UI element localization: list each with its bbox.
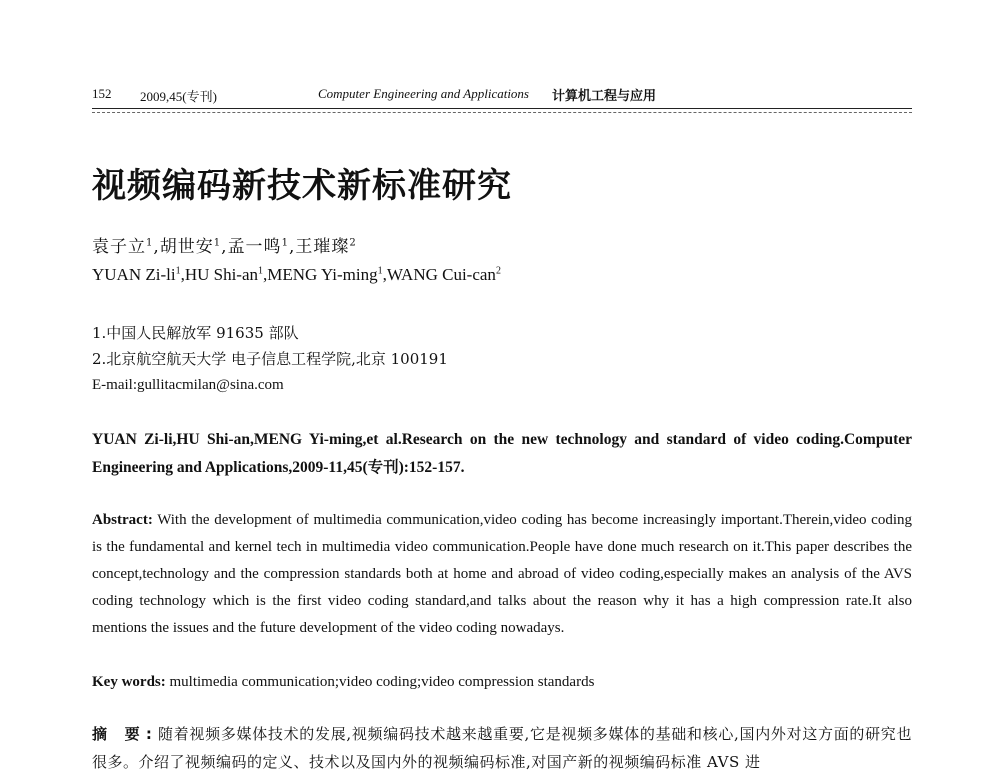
abstract-label: Abstract: xyxy=(92,512,153,528)
affiliation-marker: 2 xyxy=(349,237,357,249)
header-rule-secondary xyxy=(92,112,912,113)
affiliation-marker: 2 xyxy=(495,265,501,277)
author-name: YUAN Zi-li xyxy=(92,265,176,284)
affiliation-marker: 1 xyxy=(175,265,181,277)
author-name: 胡世安 xyxy=(159,237,214,257)
affiliation-2: 2.北京航空航天大学 电子信息工程学院,北京 100191 xyxy=(92,350,448,368)
abstract-cn-text: 随着视频多媒体技术的发展,视频编码技术越来越重要,它是视频多媒体的基础和核心,国内外对这方面的研究也很多。介绍了视频编码的定义、技术以及国内外的视频编码标准,对国产新的视频编码标准 AVS 进 xyxy=(92,725,912,771)
author-name: WANG Cui-can xyxy=(386,265,496,284)
author-name: 王璀璨 xyxy=(295,237,350,257)
abstract-en xyxy=(92,507,912,642)
volume-issue: 2009,45(专刊) xyxy=(140,89,217,104)
journal-name-en: Computer Engineering and Applications xyxy=(318,86,529,101)
keywords-text: multimedia communication;video coding;video compression standards xyxy=(169,674,595,690)
authors-english: YUAN $Zi-li^1,HU$ Shi-$an^1,MENG$ Yi-ming$^1$,WANG Cui-can$^2$ xyxy=(92,265,501,284)
contact-email[interactable]: E-mail:gullitacmilan@sina.com xyxy=(92,377,284,393)
author-name: 袁子立 xyxy=(92,237,146,257)
affiliation-marker: 1 xyxy=(146,237,154,249)
header-rule xyxy=(92,108,912,109)
keywords-en xyxy=(92,669,912,696)
abstract-cn-label: 摘 要: xyxy=(92,725,158,743)
author-name: 孟一鸣 xyxy=(227,237,282,257)
running-header xyxy=(92,86,912,108)
affiliation-marker: 1 xyxy=(213,237,222,249)
author-name: MENG Yi-ming xyxy=(267,265,378,284)
affiliation-marker: 1 xyxy=(258,265,264,277)
affiliation-marker: 1 xyxy=(377,265,383,277)
paper-title: 视频编码新技术新标准研究 xyxy=(92,166,512,206)
abstract-text: With the development of multimedia communication,video coding has become increasingly important.Therein,video coding is the fundamental and kernel tech in multimedia video communication.People have done much research on it.This paper describes the concept,technology and the compression standards both at home and abroad of video coding,especially makes an analysis of the AVS coding technology which is the first video coding standard,and talks about the reason why it has a high compression rate.It also mentions the issues and the future development of the video coding nowadays. xyxy=(92,512,912,636)
affiliation-1: 1.中国人民解放军 91635 部队 xyxy=(92,324,299,342)
keywords-label: Key words: xyxy=(92,674,166,690)
affiliations xyxy=(92,320,448,398)
authors-chinese: 袁子立$^1$,胡世安$^1$,孟一鸣$^1$,王璀璨$^2$ xyxy=(92,237,357,257)
page-number: 152 xyxy=(92,86,112,101)
citation-reference: YUAN Zi-li,HU Shi-an,MENG Yi-ming,et al.Research on the new technology and standard of video coding.Computer Engineering and Applications,2009-11,45(专刊):152-157. xyxy=(92,431,912,476)
abstract-cn xyxy=(92,720,912,776)
author-name: HU Shi-an xyxy=(184,265,259,284)
affiliation-marker: 1 xyxy=(281,237,289,249)
journal-name-cn: 计算机工程与应用 xyxy=(552,89,657,104)
